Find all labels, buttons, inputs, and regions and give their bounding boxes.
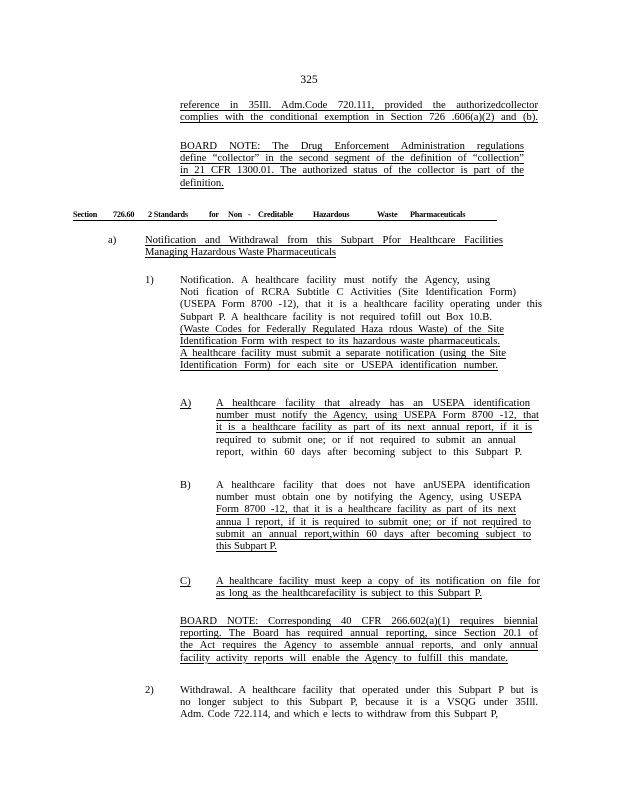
section-title-word: -: [248, 210, 251, 219]
section-title-word: Hazardous: [313, 210, 350, 219]
text-line: A healthcare facility must keep a copy of its notification on file for: [216, 576, 540, 587]
text-line: A healthcare facility that already has an USEPA identification: [216, 398, 530, 409]
item-label: 2): [145, 685, 154, 696]
section-title-word: Non: [228, 210, 242, 219]
board-note-1: [180, 141, 524, 190]
item-C-paragraph: [216, 576, 540, 600]
section-title-word: Waste: [377, 210, 398, 219]
text-line: Adm. Code 722.114, and which e lects to withdraw from this Subpart P,: [180, 709, 498, 721]
text-line: facility activity reports will enable the Agency to fulfill this mandate.: [180, 652, 508, 664]
section-title-word: for: [209, 210, 219, 219]
section-title-word: Creditable: [258, 210, 294, 219]
text-line: (USEPA Form 8700 -12), that it is a healthcare facility operating under this: [180, 299, 542, 311]
board-note-2: [180, 616, 538, 665]
item-1-paragraph: [180, 275, 542, 373]
text-line: Form 8700 -12, that it is a healthcare facility as part of its next: [216, 504, 516, 516]
text-line: Notification and Withdrawal from this Subpart Pfor Healthcare Facilities: [145, 235, 503, 246]
text-line: Identification Form with respect to its hazardous waste pharmaceuticals.: [180, 336, 500, 348]
subsection-label: a): [108, 235, 117, 246]
section-title-word: Pharmaceuticals: [410, 210, 466, 219]
text-line: number must obtain one by notifying the Agency, using USEPA: [216, 492, 522, 504]
section-underline: [73, 220, 497, 221]
text-line: Subpart P. A healthcare facility is not required tofill out Box 10.B.: [180, 311, 492, 323]
section-title-word: 2 Standards: [148, 210, 188, 219]
text-line: definition.: [180, 177, 224, 189]
section-label: Section: [73, 210, 98, 219]
text-line: Noti fication of RCRA Subtitle C Activities (Site Identification Form): [180, 287, 516, 299]
text-line: number must notify the Agency, using USEPA Form 8700 -12, that: [216, 410, 539, 422]
text-line: BOARD NOTE: Corresponding 40 CFR 266.602(a)(1) requires biennial: [180, 616, 538, 627]
text-line: reporting. The Board has required annual reporting, since Section 20.1 of: [180, 628, 538, 640]
text-line: annua l report, if it is required to submit one; or if not required to: [216, 516, 531, 528]
text-line: A healthcare facility must submit a separate notification (using the Site: [180, 348, 506, 360]
text-line: as long as the healthcarefacility is subject to this Subpart P.: [216, 588, 482, 600]
text-line: BOARD NOTE: The Drug Enforcement Administration regulations: [180, 141, 524, 152]
item-2-paragraph: [180, 685, 538, 722]
text-line: (Waste Codes for Federally Regulated Haza rdous Waste) of the Site: [180, 323, 504, 335]
text-line: Withdrawal. A healthcare facility that operated under this Subpart P but is: [180, 685, 538, 696]
subsection-heading: [145, 235, 503, 259]
item-label: C): [180, 576, 191, 587]
text-line: it is a healthcare facility as part of its next annual report, if it is: [216, 422, 532, 434]
item-label: B): [180, 480, 191, 491]
text-line: required to submit one; or if not required to submit an annual: [216, 434, 516, 446]
item-B-paragraph: [216, 480, 531, 553]
text-line: Notification. A healthcare facility must notify the Agency, using: [180, 275, 490, 286]
text-line: no longer subject to this Subpart P, because it is a VSQG under 35Ill.: [180, 697, 538, 709]
text-line: report, within 60 days after becoming subject to this Subpart P.: [216, 446, 522, 458]
text-line: the Act requires the Agency to assemble annual reports, and only annual: [180, 640, 538, 652]
item-label: A): [180, 398, 192, 409]
text-line: submit an annual report,within 60 days after becoming subject to: [216, 528, 531, 540]
text-line: A healthcare facility that does not have anUSEPA identification: [216, 480, 530, 491]
text-line: complies with the conditional exemption in Section 726 .606(a)(2) and (b).: [180, 112, 538, 124]
text-line: reference in 35Ill. Adm.Code 720.111, provided the authorizedcollector: [180, 100, 538, 111]
page-number: 325: [300, 74, 318, 86]
continuation-paragraph: [180, 100, 538, 124]
item-label: 1): [145, 275, 154, 286]
text-line: this Subpart P.: [216, 541, 277, 553]
item-A-paragraph: [216, 398, 539, 459]
section-number: 726.60: [113, 210, 135, 219]
text-line: in 21 CFR 1300.01. The authorized status of the collector is part of the: [180, 165, 524, 177]
text-line: define “collector” in the second segment of the definition of “collection”: [180, 153, 524, 165]
text-line: Identification Form) for each site or USEPA identification number.: [180, 360, 498, 372]
text-line: Managing Hazardous Waste Pharmaceuticals: [145, 247, 337, 259]
